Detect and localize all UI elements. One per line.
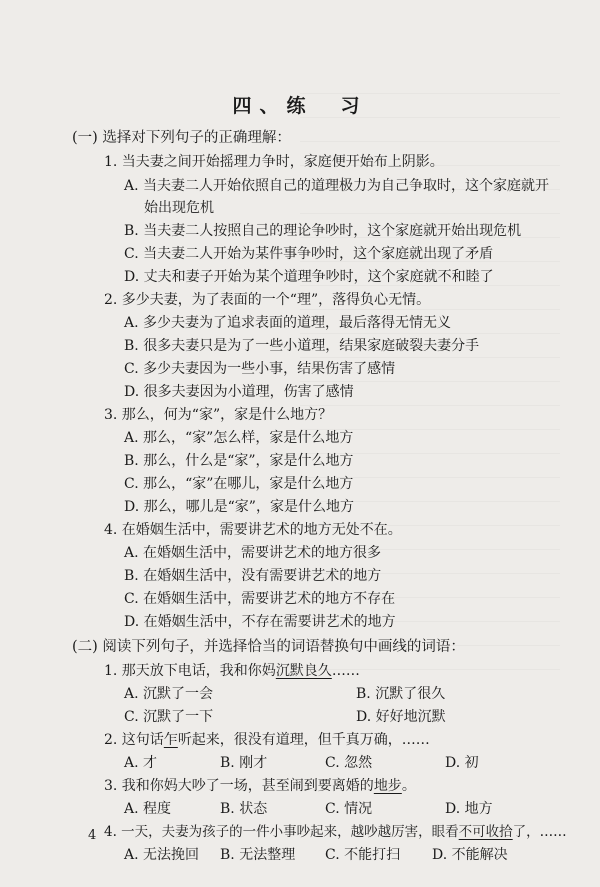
s2-q1-option-d: D. 好好地沉默 xyxy=(356,709,446,725)
s2-q1-option-c: C. 沉默了一下 xyxy=(124,709,214,725)
q2-stem: 2. 多少夫妻，为了表面的一个“理”，落得负心无情。 xyxy=(104,292,431,308)
q1-stem: 1. 当夫妻之间开始摇理力争时，家庭便开始布上阴影。 xyxy=(104,154,444,170)
s2-q2-option-d: D. 初 xyxy=(445,755,479,771)
s2-q4-option-a: A. 无法挽回 xyxy=(124,847,200,863)
s2-q4-underlined: 不可收拾 xyxy=(458,824,513,840)
q3-option-a: A. 那么，“家”怎么样，家是什么地方 xyxy=(124,430,354,446)
q2-option-d: D. 很多夫妻因为小道理，伤害了感情 xyxy=(124,384,354,400)
q1-option-a-cont: 始出现危机 xyxy=(144,200,214,216)
s2-q2-stem-post: 听起来，很没有道理，但千真万确，…… xyxy=(177,732,430,748)
page-number: 4 xyxy=(88,828,97,843)
s2-q4-option-d: D. 不能解决 xyxy=(432,847,508,863)
q3-option-b: B. 那么，什么是“家”，家是什么地方 xyxy=(124,453,354,469)
q3-option-c: C. 那么，“家”在哪儿，家是什么地方 xyxy=(124,476,354,492)
section-2-header: (二) 阅读下列句子，并选择恰当的词语替换句中画线的词语： xyxy=(72,639,465,655)
q3-option-d: D. 那么，哪儿是“家”，家是什么地方 xyxy=(124,499,354,515)
s2-q2-stem-pre: 2. 这句话 xyxy=(104,732,164,748)
s2-q1-option-a: A. 沉默了一会 xyxy=(124,686,214,702)
s2-q3-underlined: 地步 xyxy=(373,778,402,794)
s2-q1-stem-pre: 1. 那天放下电话，我和你妈 xyxy=(104,663,276,679)
s2-q4-option-b: B. 无法整理 xyxy=(220,847,296,863)
s2-q3-option-c: C. 情况 xyxy=(325,801,373,817)
s2-q4-stem-pre: 4. 一天，夫妻为孩子的一件小事吵起来，越吵越厉害，眼看 xyxy=(104,824,459,840)
s2-q4-option-c: C. 不能打扫 xyxy=(325,847,401,863)
s2-q3-option-b: B. 状态 xyxy=(220,801,268,817)
s2-q1-stem-post: …… xyxy=(331,663,360,679)
s2-q4-stem-post: 了，…… xyxy=(512,824,567,840)
q4-option-c: C. 在婚姻生活中，需要讲艺术的地方不存在 xyxy=(124,591,396,607)
s2-q1-stem xyxy=(104,662,360,680)
s2-q3-stem-pre: 3. 我和你妈大吵了一场，甚至闹到要离婚的 xyxy=(104,778,374,794)
s2-q1-option-b: B. 沉默了很久 xyxy=(356,686,446,702)
s2-q3-stem-post: 。 xyxy=(401,778,416,794)
s2-q1-underlined: 沉默良久 xyxy=(275,663,332,679)
q2-option-b: B. 很多夫妻只是为了一些小道理，结果家庭破裂夫妻分手 xyxy=(124,338,480,354)
q2-option-c: C. 多少夫妻因为一些小事，结果伤害了感情 xyxy=(124,361,396,377)
q1-option-d: D. 丈夫和妻子开始为某个道理争吵时，这个家庭就不和睦了 xyxy=(124,269,494,285)
q1-option-b: B. 当夫妻二人按照自己的理论争吵时，这个家庭就开始出现危机 xyxy=(124,223,522,239)
q4-option-d: D. 在婚姻生活中，不存在需要讲艺术的地方 xyxy=(124,614,396,630)
s2-q3-option-d: D. 地方 xyxy=(445,801,493,817)
q4-stem: 4. 在婚姻生活中，需要讲艺术的地方无处不在。 xyxy=(104,522,402,538)
s2-q4-stem xyxy=(104,823,567,841)
s2-q3-stem xyxy=(104,777,416,795)
q4-option-a: A. 在婚姻生活中，需要讲艺术的地方很多 xyxy=(124,545,382,561)
s2-q2-option-a: A. 才 xyxy=(124,755,158,771)
section-1-header: (一) 选择对下列句子的正确理解： xyxy=(72,130,291,146)
page-title: 四、练 习 xyxy=(232,95,368,117)
s2-q2-stem xyxy=(104,731,430,749)
s2-q3-option-a: A. 程度 xyxy=(124,801,172,817)
q4-option-b: B. 在婚姻生活中，没有需要讲艺术的地方 xyxy=(124,568,382,584)
q1-option-c: C. 当夫妻二人开始为某件事争吵时，这个家庭就出现了矛盾 xyxy=(124,246,494,262)
s2-q2-underlined: 乍 xyxy=(163,732,178,748)
s2-q2-option-b: B. 刚才 xyxy=(220,755,268,771)
s2-q2-option-c: C. 忽然 xyxy=(325,755,373,771)
q3-stem: 3. 那么，何为“家”，家是什么地方？ xyxy=(104,407,333,423)
q1-option-a: A. 当夫妻二人开始依照自己的道理极力为自己争取时，这个家庭就开 xyxy=(124,178,550,194)
q2-option-a: A. 多少夫妻为了追求表面的道理，最后落得无情无义 xyxy=(124,315,452,331)
